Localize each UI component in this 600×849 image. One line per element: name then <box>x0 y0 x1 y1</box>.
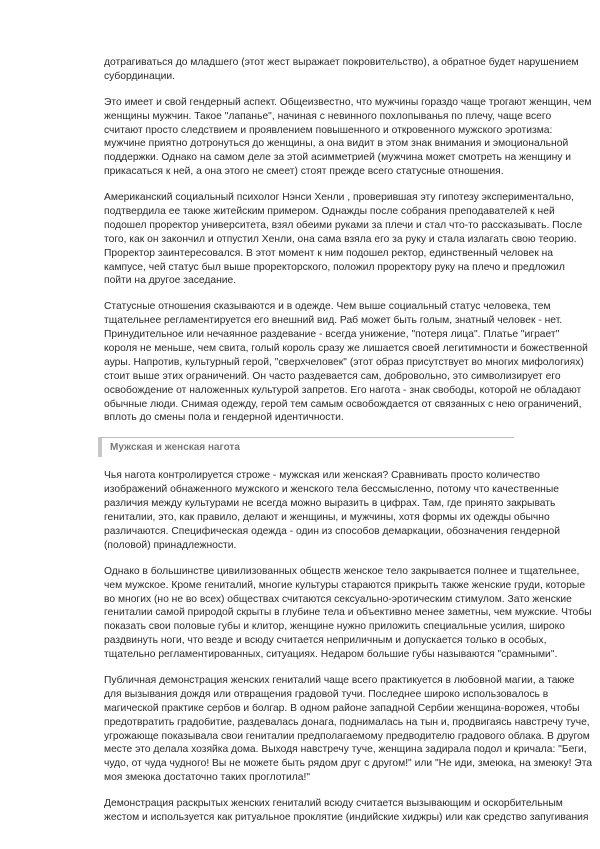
paragraph <box>104 469 561 552</box>
text-line: женщины мужчин. Такое "лапанье", начиная с невинного похлопыванья по плечу, чаще всего <box>104 110 552 122</box>
text-line: раздвинуть ноги, что везде и всюду считается неприличным и допускается только в особых, <box>104 635 547 647</box>
text-line: Проректор заинтересовался. В этот момент к ним подошел ректор, единственный человек на <box>104 247 553 259</box>
text-line: месте это делала хозяйка дома. Выходя навстречу туче, женщина задирала подол и кричала: "Беги, <box>104 744 587 756</box>
text-line: Демонстрация раскрытых женских гениталий всюду считается вызывающим и оскорбительным <box>104 798 563 810</box>
text-line: вплоть до смены пола и гендерной идентичности. <box>104 412 344 424</box>
text-line: субординации. <box>104 70 175 82</box>
text-line: считают просто следствием и проявлением повышенного и откровенного мужского эротизма: <box>104 124 553 136</box>
text-after-heading <box>104 469 593 824</box>
text-line: магической практике сербов и болгар. В одном районе западной Сербии женщина-ворожея, чтобы <box>104 702 580 714</box>
text-line: для вызывания дождя или отвращения градовой тучи. Последнее широко использовалось в <box>104 688 549 700</box>
text-line: (половой) принадлежности. <box>104 539 237 551</box>
text-line: обычные люди. Снимая одежду, герой тем самым освобождается от связанных с нею ограничений, <box>104 398 582 410</box>
text-line: стоит выше этих ограничений. Он часто раздевается сам, добровольно, это символизирует его <box>104 370 561 382</box>
text-line: чем мужское. Кроме гениталий, многие культуры стараются прикрыть также женские груди, которые <box>104 579 586 591</box>
document-page <box>104 56 593 837</box>
text-line: Статусные отношения сказываются и в одежде. Чем выше социальный статус человека, тем <box>104 301 551 313</box>
paragraph <box>104 674 593 785</box>
text-line: того, как он закончил и отпустил Хенли, она сама взяла его за руку и стала излагать свою теорию. <box>104 233 577 245</box>
text-line: чудо, от чуда чудного! Вы не можете быть рядом друг с другом!" или "Не иди, змеюка, на змеюку! Эта <box>104 758 593 770</box>
paragraph <box>104 191 583 288</box>
text-line: тщательнее регламентируется его внешний вид. Раб может быть голым, знатный человек - нет. <box>104 315 563 327</box>
text-line: моя змеюка достаточно таких проглотила!" <box>104 772 311 784</box>
text-line: гениталии самой природой скрыты в глубине тела и объективно менее заметны, чем мужские. Чтобы <box>104 607 592 619</box>
text-before-heading <box>104 56 592 425</box>
text-line: Это имеет и свой гендерный аспект. Общеизвестно, что мужчины гораздо чаще трогают женщин, чем <box>104 96 592 108</box>
text-line: подтвердила ее также житейским примером. Однажды после собрания преподавателей к ней <box>104 206 555 218</box>
paragraph <box>104 565 592 662</box>
text-line: пойти на другое заседание. <box>104 275 237 287</box>
text-line: изображений обнаженного мужского и женского тела бессмысленно, потому что качественные <box>104 484 559 496</box>
text-line: гениталии, это, как правило, делают и женщины, и мужчины, хотя формы их одежды обычно <box>104 512 550 524</box>
paragraph <box>104 300 588 425</box>
text-line: Американский социальный психолог Нэнси Хенли , проверившая эту гипотезу экспериментально, <box>104 192 574 204</box>
paragraph <box>104 96 592 179</box>
text-line: подошел проректор университета, взял обеими руками за плечи и стал что-то рассказывать. После <box>104 219 583 231</box>
text-line: прикасаться к ней, а она этого не смеет) стоят прежде всего статусные отношения. <box>104 166 504 178</box>
text-line: угрожающе показывала свои гениталии предполагаемому предводителю градового облака. В другом <box>104 730 590 742</box>
text-line: Публичная демонстрация женских гениталий чаще всего практикуется в любовной магии, а также <box>104 674 575 686</box>
text-line: тщательно регламентированных, ситуациях. Недаром большие губы называются "срамными". <box>104 649 558 661</box>
text-line: во многих (но не во всех) обществах считаются сексуально-эротическим стимулом. Зато женские <box>104 593 572 605</box>
section-heading: Мужская и женская нагота <box>98 437 514 457</box>
paragraph <box>104 56 579 84</box>
text-line: различия между культурами не всегда можно выразить в цифрах. Там, где принято закрывать <box>104 498 556 510</box>
text-line: показать свои половые губы и клитор, женщине нужно приложить специальные усилия, широко <box>104 621 565 633</box>
text-line: поддержки. Однако на самом деле за этой асимметрией (мужчина может смотреть на женщину и <box>104 152 572 164</box>
text-line: короля не меньше, чем свита, голый король сразу же лишается своей легитимности и божественной <box>104 343 588 355</box>
paragraph <box>104 797 589 825</box>
text-line: предотвратить градобитие, раздевалась донага, поднималась на тын и, продвигаясь навстречу туче, <box>104 716 590 728</box>
text-line: Чья нагота контролируется строже - мужская или женская? Сравнивать просто количество <box>104 470 540 482</box>
text-line: мужчине приятно дотронуться до женщины, а она видит в этом знак внимания и эмоциональной <box>104 138 569 150</box>
text-line: дотрагиваться до младшего (этот жест выражает покровительство), а обратное будет нарушением <box>104 57 579 68</box>
text-line: кампусе, чей статус был выше проректорского, положил проректору руку на плечо и предложил <box>104 261 565 273</box>
text-line: освобождение от наложенных культурой запретов. Его нагота - знак свободы, которой не обладают <box>104 384 582 396</box>
text-line: различаются. Специфическая одежда - один из способов демаркации, обозначения гендерной <box>104 525 561 537</box>
text-line: Однако в большинстве цивилизованных обществ женское тело закрывается полнее и тщательнее, <box>104 565 580 577</box>
text-line: ауры. Напротив, культурный герой, "сверхчеловек" (этот образ присутствует во многих мифологиях) <box>104 356 584 368</box>
text-line: жестом и используется как ритуальное проклятие (индийские хиджры) или как средство запугивания <box>104 811 589 823</box>
text-line: Принудительное или нечаянное раздевание - всегда унижение, "потеря лица". Платье "играет" <box>104 329 560 341</box>
